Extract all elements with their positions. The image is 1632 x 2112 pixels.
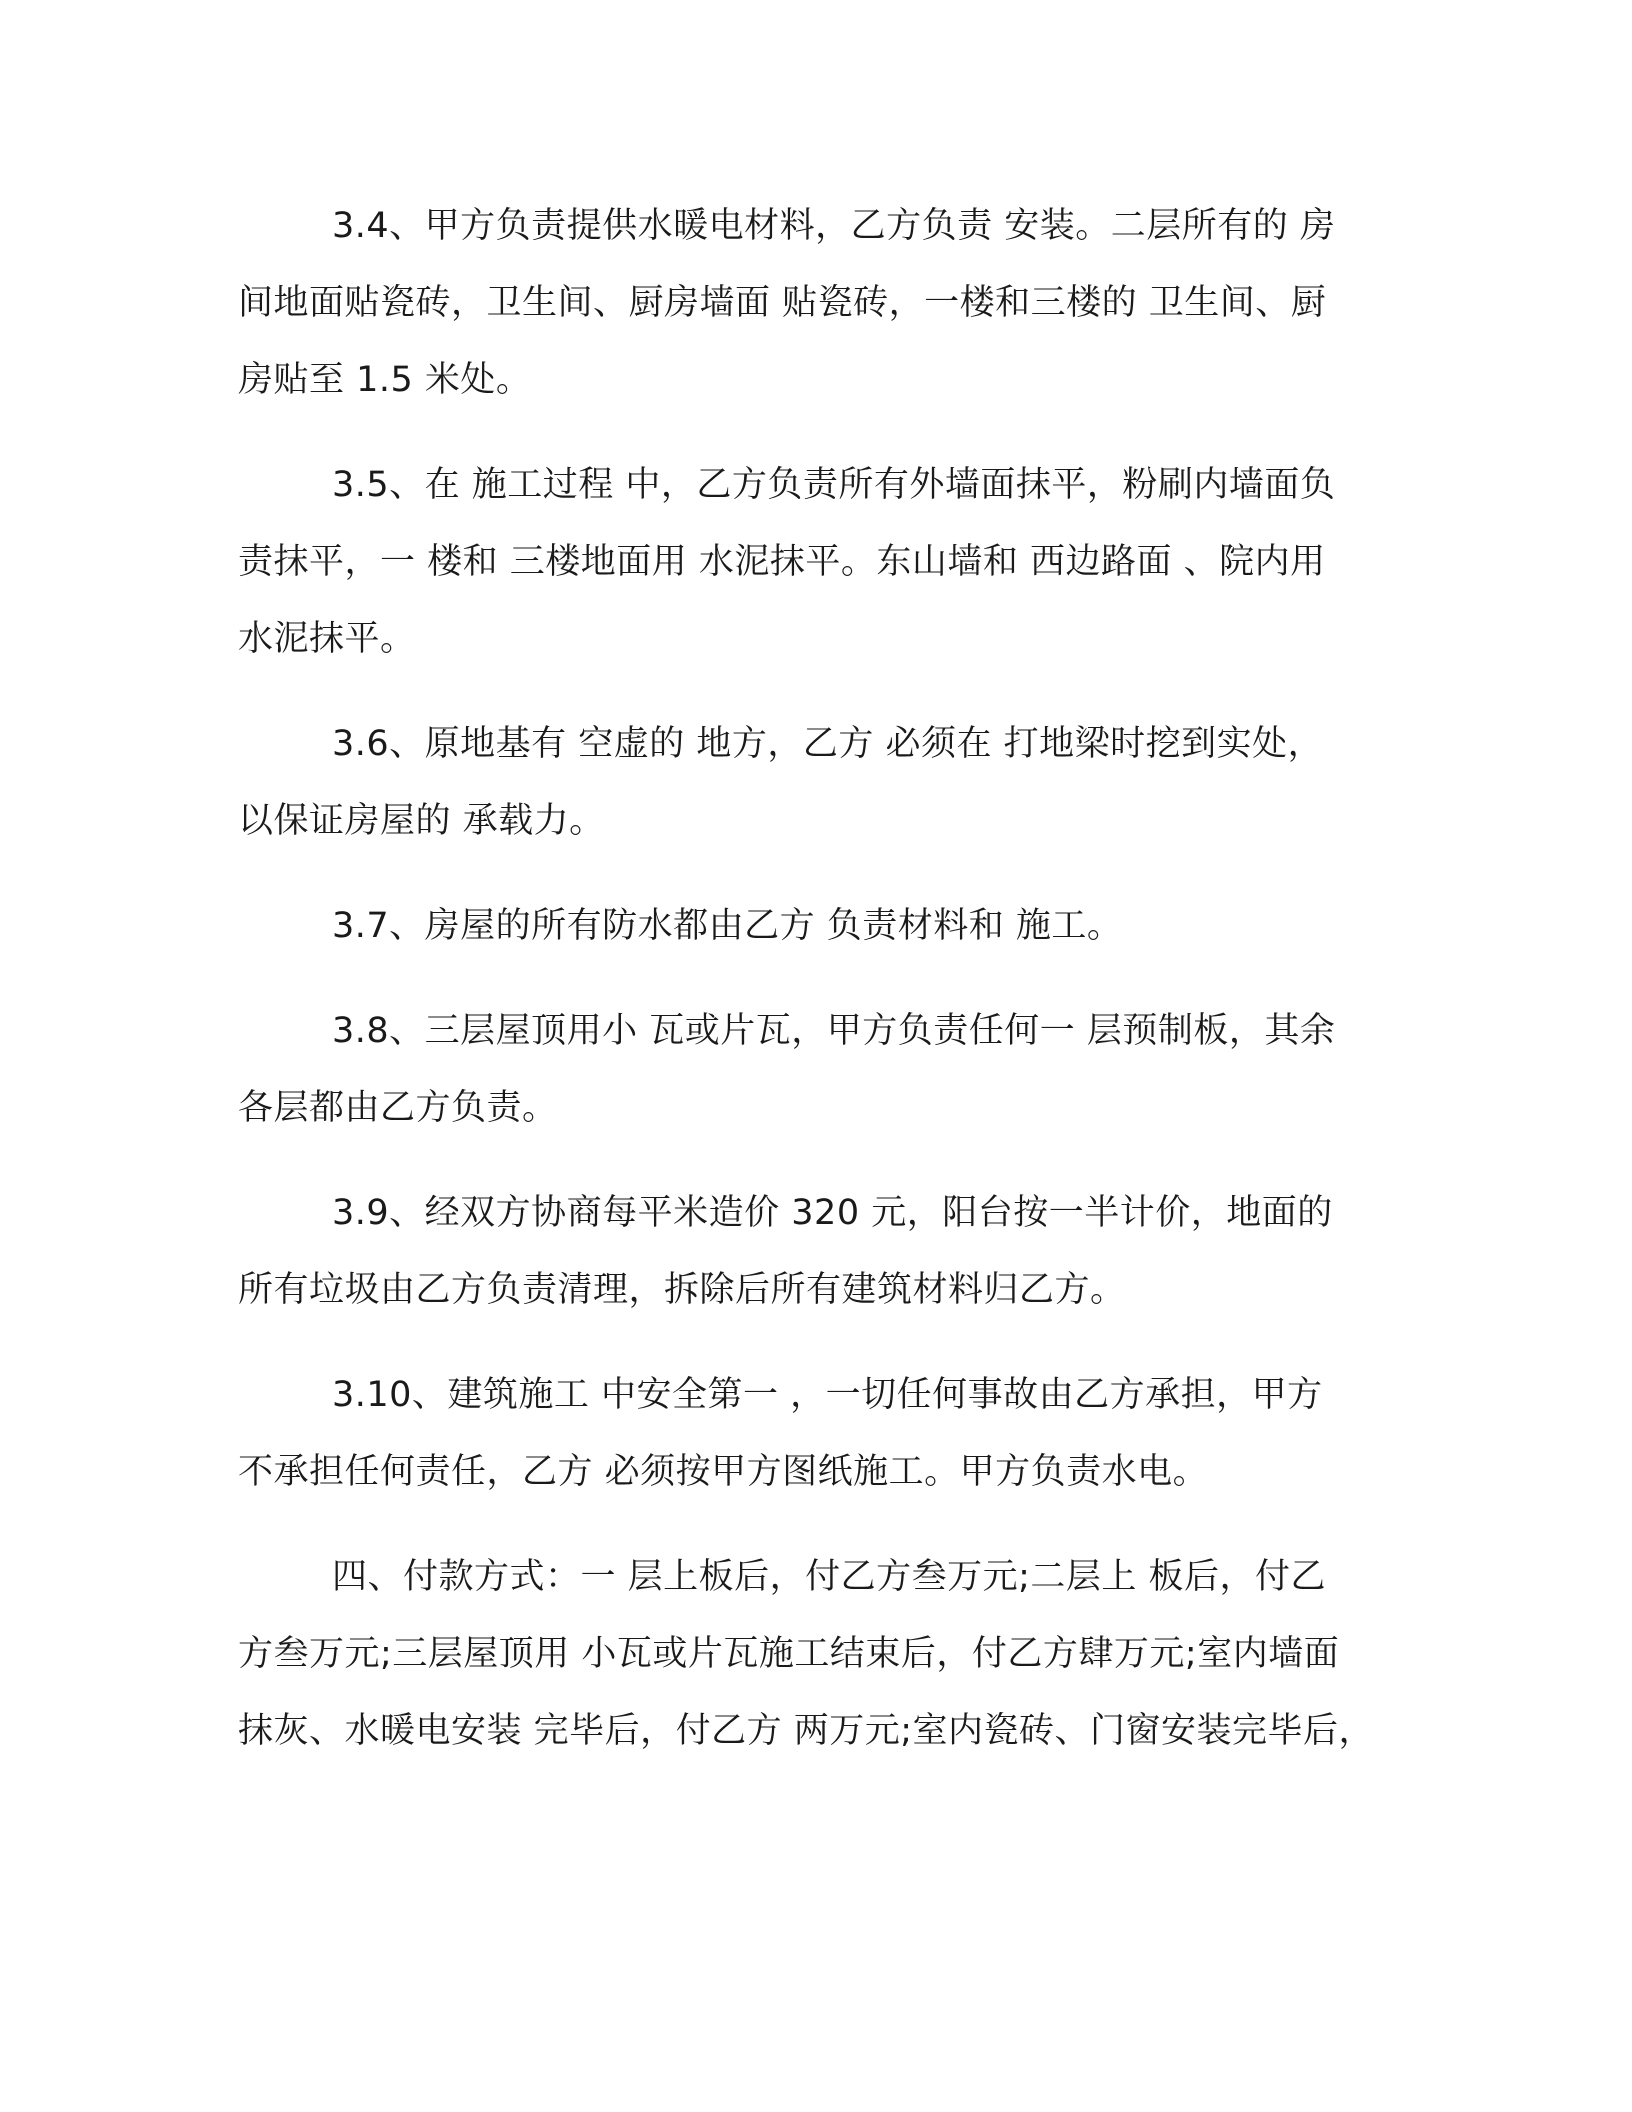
clause-line: 抹灰、水暖电安装 完毕后，付乙方 两万元;室内瓷砖、门窗安装完毕后， (238, 1711, 1375, 1751)
clause-line: 3.8、三层屋顶用小 瓦或片瓦，甲方负责任何一 层预制板，其余 (332, 1011, 1336, 1051)
clause-line: 以保证房屋的 承载力。 (238, 801, 605, 841)
clause-line: 3.5、在 施工过程 中，乙方负责所有外墙面抹平，粉刷内墙面负 (332, 465, 1336, 505)
clause-3-5 (238, 447, 1398, 678)
clause-3-8 (238, 993, 1398, 1147)
clause-3-9 (238, 1175, 1398, 1329)
section-4-payment (238, 1539, 1398, 1770)
clause-line: 3.9、经双方协商每平米造价 320 元，阳台按一半计价，地面的 (332, 1193, 1333, 1233)
clause-line: 各层都由乙方负责。 (238, 1088, 558, 1128)
clause-line: 四、付款方式：一 层上板后，付乙方叁万元;二层上 板后，付乙 (332, 1557, 1327, 1597)
document-body (238, 188, 1398, 1798)
clause-line: 水泥抹平。 (238, 619, 416, 659)
clause-3-4 (238, 188, 1398, 419)
clause-line: 3.7、房屋的所有防水都由乙方 负责材料和 施工。 (332, 906, 1123, 946)
clause-line: 不承担任何责任，乙方 必须按甲方图纸施工。甲方负责水电。 (238, 1452, 1209, 1492)
clause-line: 3.6、原地基有 空虚的 地方，乙方 必须在 打地梁时挖到实处， (332, 724, 1324, 764)
clause-line: 方叁万元;三层屋顶用 小瓦或片瓦施工结束后，付乙方肆万元;室内墙面 (238, 1634, 1340, 1674)
clause-line: 间地面贴瓷砖，卫生间、厨房墙面 贴瓷砖，一楼和三楼的 卫生间、厨 (238, 283, 1327, 323)
clause-3-6 (238, 706, 1398, 860)
clause-line: 房贴至 1.5 米处。 (238, 360, 532, 400)
clause-line: 3.10、建筑施工 中安全第一 ，一切任何事故由乙方承担，甲方 (332, 1375, 1323, 1415)
clause-3-7 (238, 888, 1398, 965)
clause-line: 所有垃圾由乙方负责清理，拆除后所有建筑材料归乙方。 (238, 1270, 1126, 1310)
clause-line: 责抹平，一 楼和 三楼地面用 水泥抹平。东山墙和 西边路面 、院内用 (238, 542, 1326, 582)
clause-line: 3.4、甲方负责提供水暖电材料，乙方负责 安装。二层所有的 房 (332, 206, 1336, 246)
clause-3-10 (238, 1357, 1398, 1511)
